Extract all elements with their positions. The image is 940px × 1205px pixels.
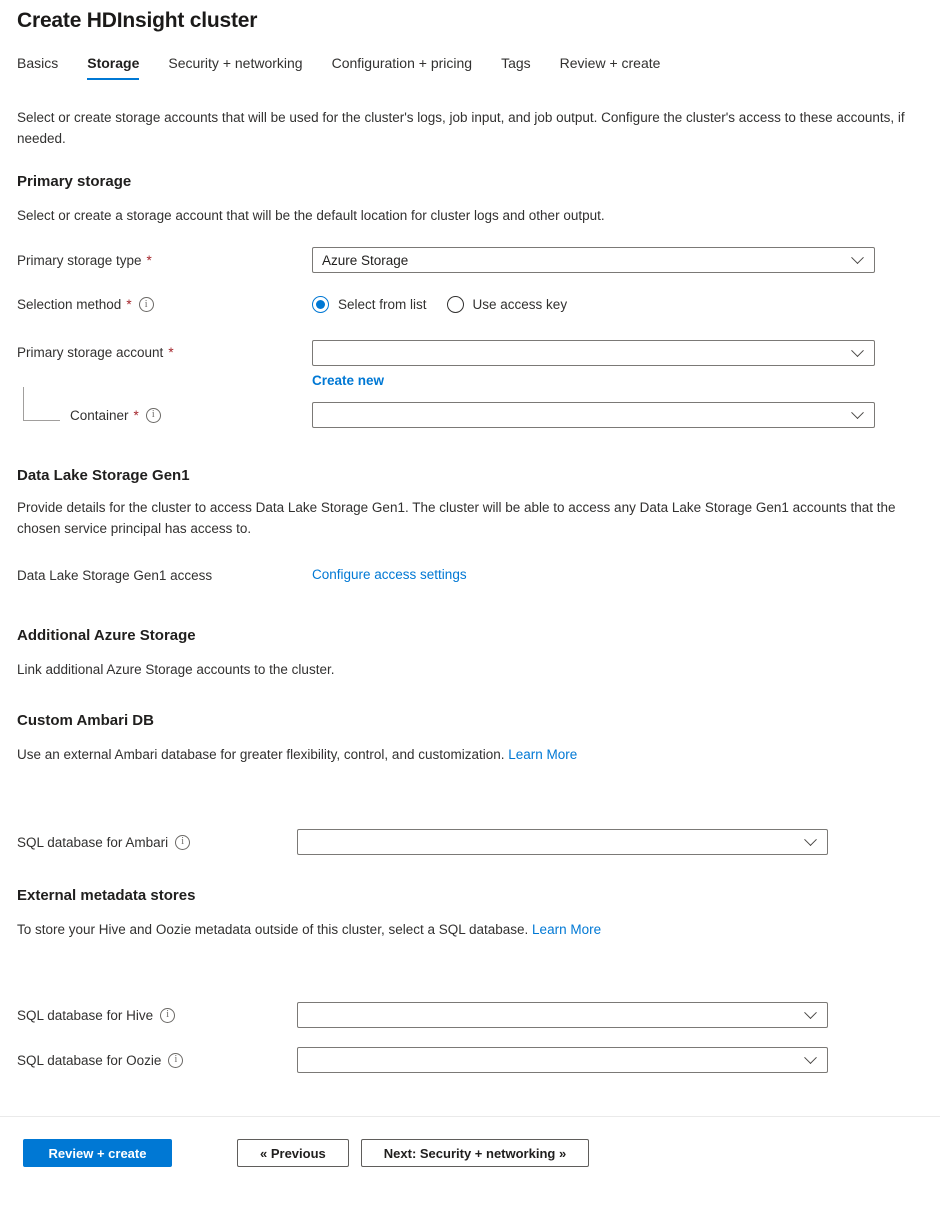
field-label-primary-storage-type: Primary storage type * bbox=[17, 252, 152, 268]
info-icon[interactable]: i bbox=[160, 1008, 175, 1023]
field-row-sql-ambari bbox=[17, 829, 924, 855]
field-label-sql-ambari: SQL database for Ambari i bbox=[17, 835, 297, 850]
info-icon[interactable]: i bbox=[146, 408, 161, 423]
chevron-down-icon bbox=[804, 1006, 817, 1019]
sql-database-oozie-select[interactable] bbox=[297, 1047, 828, 1073]
tab-tags[interactable]: Tags bbox=[501, 55, 531, 71]
field-row-selection-method bbox=[17, 296, 924, 313]
tab-review-create[interactable]: Review + create bbox=[559, 55, 661, 71]
radio-select-from-list[interactable] bbox=[312, 296, 427, 313]
sql-database-ambari-select[interactable] bbox=[297, 829, 828, 855]
custom-ambari-db-description: Use an external Ambari database for greater flexibility, control, and customization. Learn More bbox=[17, 747, 578, 762]
chevron-down-icon bbox=[804, 833, 817, 846]
radio-unselected-icon bbox=[447, 296, 464, 313]
radio-label: Use access key bbox=[472, 297, 568, 312]
tab-basics[interactable]: Basics bbox=[17, 55, 59, 71]
field-row-container bbox=[17, 402, 924, 428]
required-asterisk: * bbox=[126, 297, 132, 312]
footer-button-bar bbox=[0, 1139, 940, 1167]
selection-method-radio-group bbox=[312, 296, 875, 313]
footer-divider bbox=[0, 1116, 940, 1117]
tab-configuration-pricing[interactable]: Configuration + pricing bbox=[331, 55, 473, 71]
section-heading-external-metadata: External metadata stores bbox=[17, 887, 196, 904]
additional-storage-description: Link additional Azure Storage accounts to the cluster. bbox=[17, 662, 335, 677]
primary-storage-description: Select or create a storage account that will be the default location for cluster logs and other output. bbox=[17, 208, 605, 223]
tab-bar bbox=[17, 55, 924, 80]
field-label-sql-oozie: SQL database for Oozie i bbox=[17, 1053, 297, 1068]
info-icon[interactable]: i bbox=[139, 297, 154, 312]
required-asterisk: * bbox=[133, 407, 139, 423]
sql-database-hive-select[interactable] bbox=[297, 1002, 828, 1028]
radio-selected-icon bbox=[312, 296, 329, 313]
field-row-sql-hive bbox=[17, 1002, 924, 1028]
learn-more-link-ambari[interactable]: Learn More bbox=[508, 747, 578, 762]
tree-connector-line bbox=[23, 387, 60, 421]
field-row-primary-storage-type bbox=[17, 247, 924, 273]
tab-storage[interactable]: Storage bbox=[87, 55, 139, 80]
review-create-button[interactable]: Review + create bbox=[23, 1139, 172, 1167]
chevron-down-icon bbox=[804, 1051, 817, 1064]
page-title: Create HDInsight cluster bbox=[17, 9, 258, 32]
container-select[interactable] bbox=[312, 402, 875, 428]
field-row-primary-storage-account bbox=[17, 340, 924, 390]
learn-more-link-metadata[interactable]: Learn More bbox=[532, 922, 602, 937]
field-label-container: Container * i bbox=[17, 408, 312, 423]
previous-button[interactable]: « Previous bbox=[237, 1139, 349, 1167]
primary-storage-account-select[interactable] bbox=[312, 340, 875, 366]
configure-access-settings-link[interactable]: Configure access settings bbox=[312, 567, 467, 582]
required-asterisk: * bbox=[168, 345, 174, 360]
next-button[interactable]: Next: Security + networking » bbox=[361, 1139, 589, 1167]
section-heading-additional-storage: Additional Azure Storage bbox=[17, 627, 196, 644]
section-heading-data-lake-gen1: Data Lake Storage Gen1 bbox=[17, 467, 190, 484]
radio-use-access-key[interactable] bbox=[447, 296, 568, 313]
field-label-primary-storage-account: Primary storage account * bbox=[17, 345, 174, 360]
chevron-down-icon bbox=[851, 406, 864, 419]
field-row-sql-oozie bbox=[17, 1047, 924, 1073]
data-lake-gen1-description: Provide details for the cluster to access Data Lake Storage Gen1. The cluster will be able to access any Data Lake Storage Gen1 accounts that the chosen service principal has access to. bbox=[17, 500, 896, 536]
radio-label: Select from list bbox=[338, 297, 427, 312]
chevron-down-icon bbox=[851, 251, 864, 264]
primary-storage-type-select[interactable] bbox=[312, 247, 875, 273]
page-description: Select or create storage accounts that will be used for the cluster's logs, job input, and job output. Configure the cluster's access to these accounts, if needed. bbox=[17, 110, 905, 146]
field-label-sql-hive: SQL database for Hive i bbox=[17, 1008, 297, 1023]
external-metadata-description: To store your Hive and Oozie metadata outside of this cluster, select a SQL database. Learn More bbox=[17, 922, 602, 937]
required-asterisk: * bbox=[146, 252, 152, 268]
info-icon[interactable]: i bbox=[175, 835, 190, 850]
primary-storage-type-value: Azure Storage bbox=[322, 252, 409, 268]
info-icon[interactable]: i bbox=[168, 1053, 183, 1068]
section-heading-primary-storage: Primary storage bbox=[17, 173, 132, 190]
create-new-link[interactable]: Create new bbox=[312, 373, 385, 388]
field-row-data-lake-access bbox=[17, 566, 924, 584]
chevron-down-icon bbox=[851, 344, 864, 357]
section-heading-custom-ambari-db: Custom Ambari DB bbox=[17, 712, 154, 729]
field-label-selection-method: Selection method * i bbox=[17, 297, 312, 312]
tab-security-networking[interactable]: Security + networking bbox=[168, 55, 303, 71]
field-label-data-lake-access: Data Lake Storage Gen1 access bbox=[17, 567, 213, 583]
